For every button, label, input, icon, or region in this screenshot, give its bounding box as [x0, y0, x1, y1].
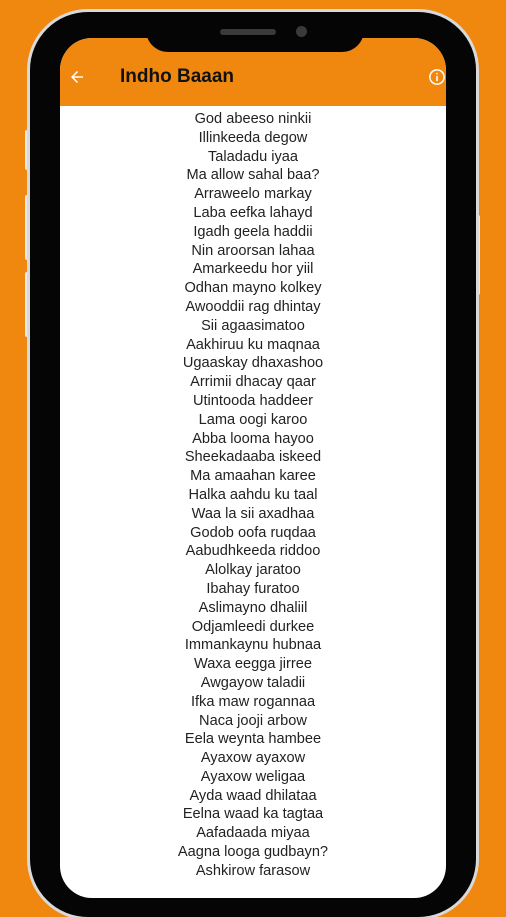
poem-line: Ibahay furatoo: [206, 580, 300, 597]
poem-line: God abeeso ninkii: [194, 111, 312, 127]
poem-line: Alolkay jaratoo: [205, 562, 301, 579]
poem-line: Ugaaskay dhaxashoo: [182, 355, 324, 372]
poem-line: Ma amaahan karee: [190, 468, 316, 485]
poem-line: Ayaxow weligaa: [200, 768, 306, 785]
poem-line: Awooddii rag dhintay: [185, 298, 321, 315]
arrow-left-icon[interactable]: [68, 68, 86, 86]
poem-line: Lama oogi karoo: [198, 411, 308, 428]
phone-screen: [60, 38, 446, 898]
poem-line: Sii agaasimatoo: [201, 317, 305, 334]
poem-line: Aabudhkeeda riddoo: [185, 543, 321, 560]
poem-line: Taladadu iyaa: [207, 148, 299, 165]
phone-frame: [30, 12, 476, 917]
poem-line: Ma allow sahal baa?: [186, 167, 320, 184]
poem-line: Arrimii dhacay qaar: [190, 374, 316, 391]
poem-line: Laba eefka lahayd: [193, 204, 313, 221]
poem-line: Illinkeeda degow: [198, 129, 308, 146]
poem-line: Awgayow taladii: [200, 674, 306, 691]
poem-line: Amarkeedu hor yiil: [192, 261, 314, 278]
phone-notch: [146, 12, 364, 52]
poem-line: Eela weynta hambee: [184, 731, 322, 748]
poem-line: Immankaynu hubnaa: [184, 637, 322, 654]
poem-content: [60, 110, 446, 881]
poem-line: Waxa eegga jirree: [194, 656, 312, 673]
info-icon[interactable]: [428, 68, 446, 86]
poem-lines: [60, 110, 446, 881]
poem-line: Igadh geela haddii: [193, 223, 313, 240]
poem-line: Waa la sii axadhaa: [191, 505, 315, 522]
poem-line: Nin aroorsan lahaa: [191, 242, 315, 259]
poem-line: Odjamleedi durkee: [191, 618, 315, 635]
poem-line: Ayaxow ayaxow: [200, 750, 306, 767]
poem-line: Aakhiruu ku maqnaa: [186, 336, 320, 353]
poem-line: Halka aahdu ku taal: [188, 486, 318, 503]
poem-line: Eelna waad ka tagtaa: [182, 806, 324, 823]
poem-line: Aagna looga gudbayn?: [177, 844, 329, 861]
poem-line: Arraweelo markay: [194, 186, 312, 203]
poem-line: Aslimayno dhaliil: [198, 599, 308, 616]
front-camera: [296, 26, 307, 37]
poem-line: Godob oofa ruqdaa: [190, 524, 316, 541]
poem-line: Utintooda haddeer: [192, 392, 314, 409]
poem-line: Aafadaada miyaa: [196, 825, 310, 842]
poem-line: Ifka maw rogannaa: [190, 693, 316, 710]
poem-line: Ayda waad dhilataa: [189, 787, 317, 804]
poem-line: Odhan mayno kolkey: [184, 280, 322, 297]
poem-line: Abba looma hayoo: [192, 430, 314, 447]
speaker-grille: [220, 29, 276, 35]
page-title: Indho Baaan: [120, 66, 235, 87]
poem-line: Ashkirow farasow: [195, 862, 311, 879]
poem-line: Sheekadaaba iskeed: [184, 449, 322, 466]
poem-line: Naca jooji arbow: [199, 712, 307, 729]
